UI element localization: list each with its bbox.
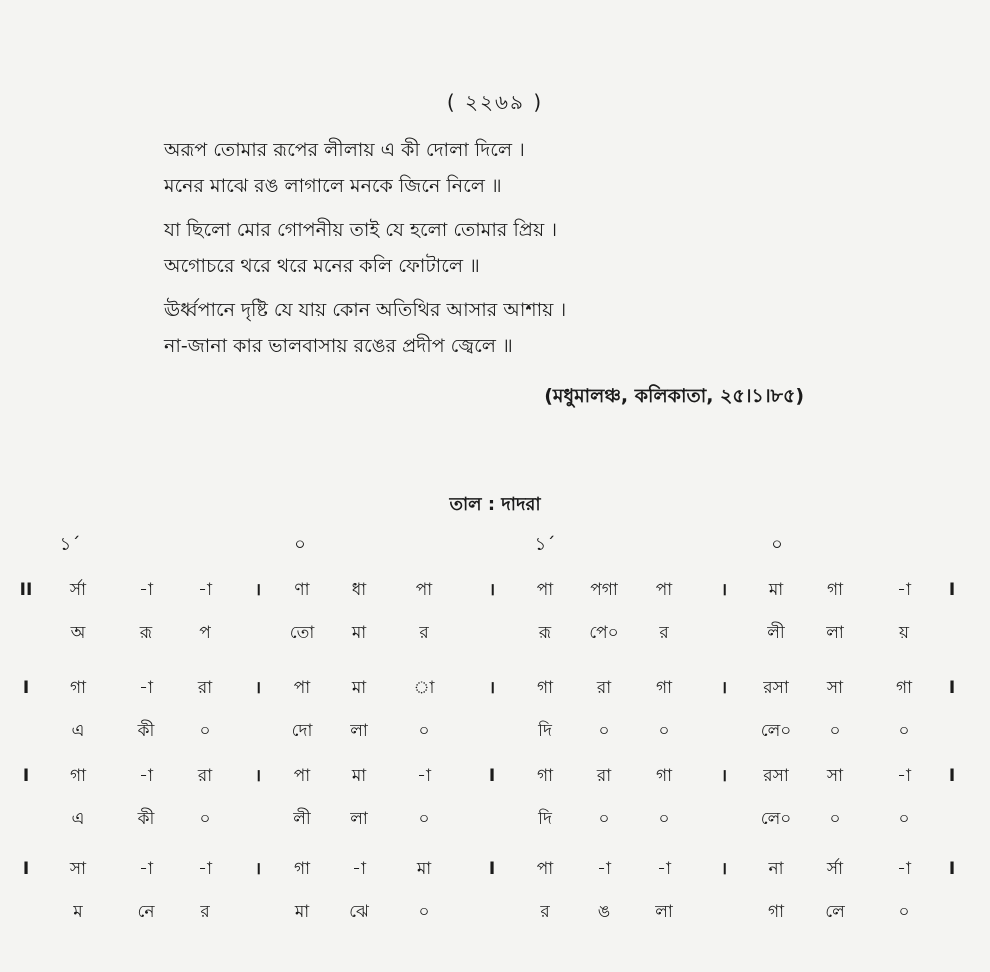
bani-syllable: ০ [199,809,211,829]
bani-syllable: লা [655,902,673,922]
swara-note: গা [536,678,554,698]
bani-row [0,716,990,746]
bar-line: । [720,766,728,786]
bani-syllable: দো [291,721,313,741]
swara-note: -া [597,859,611,879]
bani-syllable: ০ [829,809,841,829]
bani-syllable: মা [294,902,310,922]
lyric-line: অরূপ তোমার রূপের লীলায় এ কী দোলা দিলে । [164,139,525,161]
bar-line: I [948,766,956,786]
bani-syllable: ম [73,902,83,922]
bar-line: I [948,678,956,698]
bani-syllable: র [200,902,210,922]
bani-syllable: এ [71,721,85,741]
swara-note: গা [655,678,673,698]
bani-syllable: লা [350,809,368,829]
bar-line: । [254,678,262,698]
swara-note: ণা [294,580,310,600]
swara-note: মা [768,580,784,600]
bani-syllable: লে [825,902,845,922]
swara-note: -া [139,678,153,698]
bani-syllable: ০ [898,721,910,741]
bani-syllable: র [419,623,429,643]
bani-syllable: ০ [598,809,610,829]
swara-note: রসা [763,766,789,786]
bar-line: I [22,859,30,879]
bani-syllable: ০ [898,902,910,922]
bar-line: । [488,678,496,698]
beat-marks-row [0,530,990,560]
bar-line: II [19,580,33,600]
swara-note: গা [655,766,673,786]
swara-note: মা [351,678,367,698]
lyric-line: ঊর্ধ্বপানে দৃষ্টি যে যায় কোন অতিথির আসার আশায় । [164,299,567,321]
bani-syllable: ০ [898,809,910,829]
lyric-line: যা ছিলো মোর গোপনীয় তাই যে হলো তোমার প্রিয় । [164,219,557,241]
swara-note: -া [352,859,366,879]
swara-row [0,673,990,703]
swara-note: -া [417,766,431,786]
bar-line: I [22,766,30,786]
bani-syllable: লী [767,623,785,643]
swara-note: মা [416,859,432,879]
swara-note: র্সা [826,859,844,879]
bani-syllable: পে০ [589,623,619,643]
swara-note: পা [655,580,673,600]
swara-note: রসা [763,678,789,698]
source-citation: (মধুমালঞ্চ, কলিকাতা, ২৫।১।৮৫) [544,385,804,407]
swara-note: -া [897,859,911,879]
bani-syllable: প [199,623,211,643]
bani-syllable: য় [898,623,909,643]
bar-line: I [488,766,496,786]
bar-line: । [254,580,262,600]
bani-syllable: তো [289,623,315,643]
bani-syllable: ঝে [349,902,369,922]
swara-note: -া [139,766,153,786]
swara-note: পা [293,766,311,786]
bani-syllable: লে০ [760,721,792,741]
swara-note: -া [198,859,212,879]
bar-line: । [720,678,728,698]
swara-note: পগা [590,580,618,600]
tala-heading: তাল : দাদরা [449,494,541,515]
bani-syllable: মা [351,623,367,643]
swara-note: পা [536,859,554,879]
bani-syllable: রূ [139,623,153,643]
bani-syllable: ০ [658,809,670,829]
swara-note: পা [293,678,311,698]
swara-row [0,575,990,605]
bani-syllable: ০ [418,809,430,829]
swara-note: গা [536,766,554,786]
swara-note: গা [69,678,87,698]
swara-note: -া [657,859,671,879]
bani-syllable: নে [137,902,155,922]
swara-note: -া [897,580,911,600]
swara-note: -া [897,766,911,786]
swara-note: -া [139,859,153,879]
swara-note: রা [197,766,213,786]
bani-syllable: কী [137,809,155,829]
bani-syllable: ঙ [597,902,611,922]
swara-note: গা [293,859,311,879]
swara-note: রা [596,766,612,786]
bani-syllable: ০ [658,721,670,741]
bani-syllable: ০ [418,721,430,741]
lyric-line: মনের মাঝে রঙ লাগালে মনকে জিনে নিলে ॥ [164,175,502,197]
swara-note: না [768,859,784,879]
bani-syllable: র [659,623,669,643]
bani-syllable: লা [826,623,844,643]
bani-syllable: দি [538,809,552,829]
swara-note: গা [826,580,844,600]
swara-note: সা [826,678,844,698]
bar-line: I [948,580,956,600]
bar-line: । [720,859,728,879]
beat-mark: ০ [294,534,306,555]
swara-note: গা [69,766,87,786]
swara-row [0,854,990,884]
bani-syllable: ০ [829,721,841,741]
bar-line: । [254,766,262,786]
bani-syllable: গা [767,902,785,922]
bani-syllable: লী [293,809,311,829]
beat-mark: ১´ [59,534,81,555]
bani-row [0,897,990,927]
bar-line: I [488,859,496,879]
bar-line: I [22,678,30,698]
swara-note: -া [198,580,212,600]
lyric-line: না-জানা কার ভালবাসায় রঙের প্রদীপ জ্বেলে ॥ [164,335,513,357]
swara-note: র্সা [69,580,87,600]
bani-syllable: লে০ [760,809,792,829]
bani-syllable: রূ [538,623,552,643]
bani-syllable: এ [71,809,85,829]
bani-row [0,618,990,648]
bar-line: । [488,580,496,600]
beat-mark: ১´ [534,534,556,555]
swara-note: পা [536,580,554,600]
bani-syllable: ০ [418,902,430,922]
swara-note: রা [197,678,213,698]
bani-syllable: ০ [598,721,610,741]
swara-note: পা [415,580,433,600]
swara-note: সা [826,766,844,786]
swara-note: ধা [351,580,367,600]
beat-mark: ০ [771,534,783,555]
lyrics-block [164,132,566,364]
bani-syllable: ০ [199,721,211,741]
bani-syllable: লা [350,721,368,741]
bar-line: I [948,859,956,879]
bar-line: । [254,859,262,879]
swara-row [0,761,990,791]
bar-line: । [720,580,728,600]
bani-syllable: দি [538,721,552,741]
swara-note: -া [139,580,153,600]
swara-note: া [413,678,435,698]
swara-note: গা [895,678,913,698]
bani-syllable: র [540,902,550,922]
lyric-line: অগোচরে থরে থরে মনের কলি ফোটালে ॥ [164,255,480,277]
swara-note: রা [596,678,612,698]
song-number: ( ২২৬৯ ) [446,90,544,114]
swara-note: সা [69,859,87,879]
swara-note: মা [351,766,367,786]
bani-row [0,804,990,834]
bani-syllable: অ [70,623,86,643]
bani-syllable: কী [137,721,155,741]
